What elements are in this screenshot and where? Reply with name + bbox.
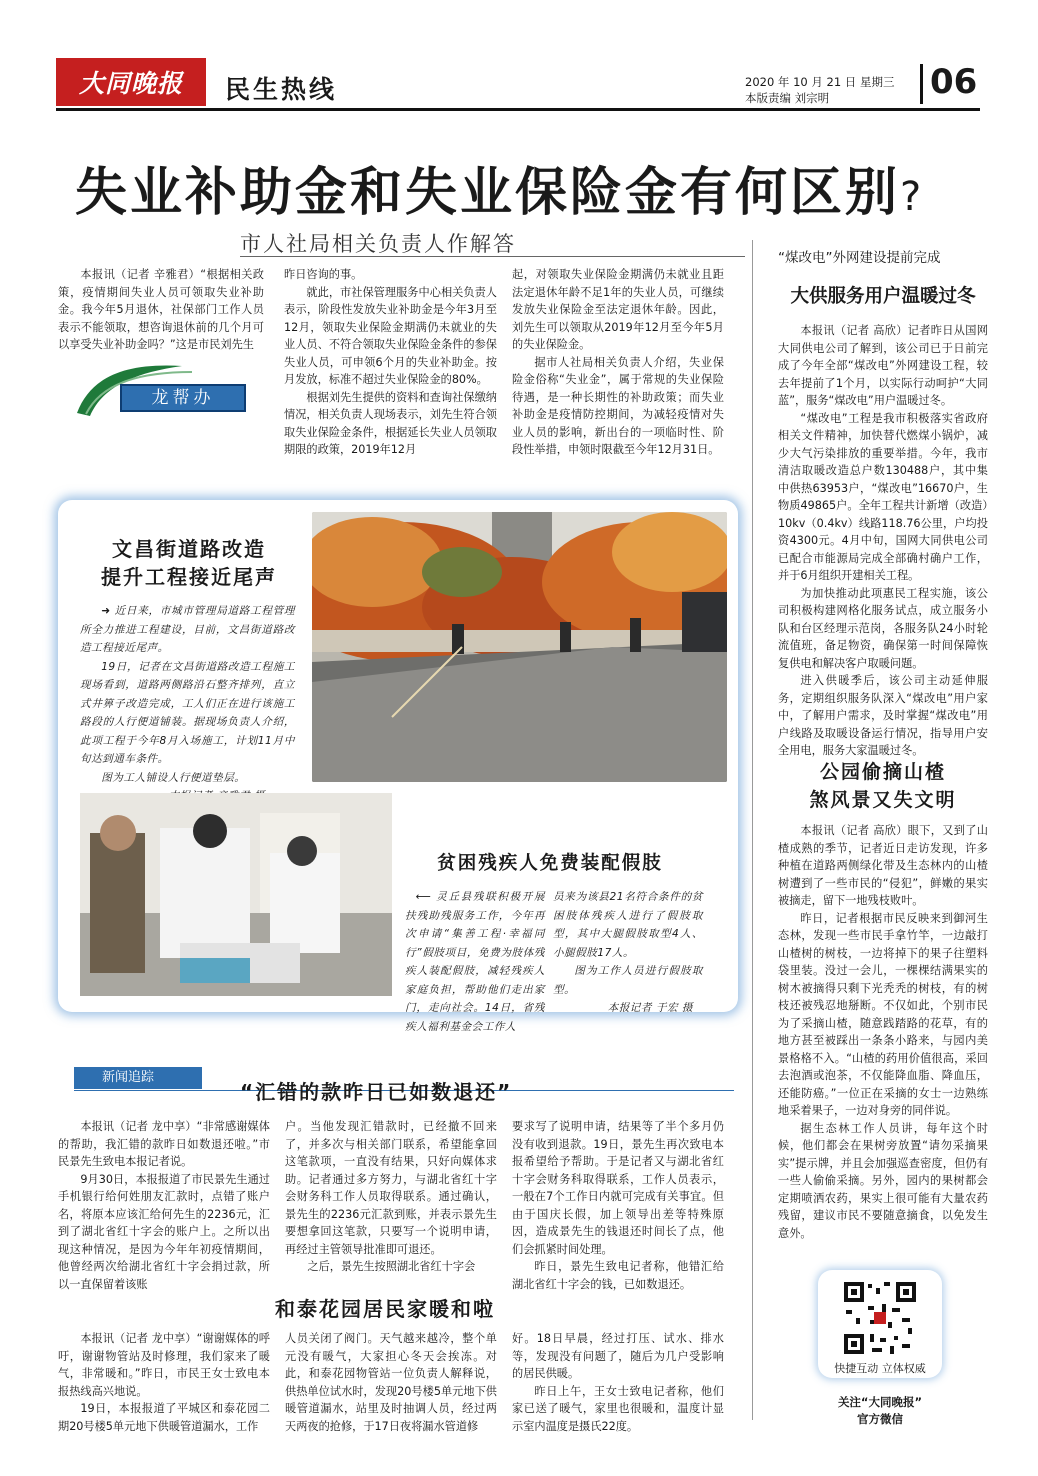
- street-photo-note: 图为工人铺设人行便道垫层。: [101, 771, 246, 784]
- limbs-headline: 贫困残疾人免费装配假肢: [437, 853, 663, 874]
- limbs-byline: 本报记者 于宏 摄: [607, 1002, 693, 1014]
- news-tracking-tag: 新闻追踪: [74, 1067, 202, 1089]
- heating-headline: 和泰花园居民家暖和啦: [275, 1297, 495, 1321]
- heating-col3-b: 昨日上午，王女士致电记者称，他们家已送了暖气，家里也很暖和，温度计显示室内温度是摄氏22度。: [512, 1384, 724, 1433]
- heating-col1-b: 19日，本报报道了平城区和泰花园二期20号楼5单元地下供暖管道漏水，工作: [58, 1402, 270, 1433]
- newspaper-logo: 大同晚报: [56, 58, 206, 106]
- issue-info: [745, 74, 894, 106]
- street-caption-p1: 近日来，市城市管理局道路工程管理所全力推进工程建设，目前，文昌街道路改造工程接近尾声。: [80, 605, 295, 654]
- column-label-longbangban: 龙帮办: [120, 384, 246, 412]
- lead-col1: 本报讯（记者 辛雅君）“根据相关政策，疫情期间失业人员可领取失业补助金。我今年5月退休，社保部门工作人员表示不能领取，想咨询退休前的几个月可以享受失业补助金吗？”这是市民刘先生: [58, 268, 264, 351]
- promo-follow-text: 关注“大同晚报”: [837, 1395, 923, 1409]
- masthead-divider: [920, 64, 923, 104]
- hawthorn-headline: [778, 758, 988, 814]
- arrow-icon: ➜: [101, 605, 115, 617]
- section-name: 民生热线: [225, 75, 338, 104]
- heating-col3-a: 好。18日早晨，经过打压、试水、排水等，发现没有问题了，随后为几户受影响的居民供暖。: [512, 1332, 724, 1380]
- tracking-col3-a: 要求写了说明申请，结果等了半个多月仍没有收到退款。19日，景先生再次致电本报希望给予帮助。于是记者又与湖北省红十字会财务科取得联系，工作人员表示，一般在7个工作日内就可完成有关事宜。但由于国庆长假，加上领导出差等特殊原因，造成景先生的钱退还时间长了点，他们会抓紧时间处理。: [512, 1120, 724, 1256]
- page-number: 06: [930, 62, 978, 102]
- street-title-line2: 提升工程接近尾声: [101, 565, 277, 589]
- heating-col2: 人员关闭了阀门。天气越来越冷，整个单元没有暖气，大家担心冬天会挨冻。对此，和泰花园物管站一位负责人解释说，供热单位试水时，发现20号楼5单元地下供暖管道漏水，站里及时抽调人员，经过两天两夜的抢修，于17日夜将漏水管道修: [285, 1332, 497, 1433]
- promo-slogan: 快捷互动 立体权威: [834, 1362, 926, 1375]
- issue-date: 2020 年 10 月 21 日 星期三: [745, 75, 895, 89]
- lead-col2-b: 就此，市社保管理服务中心相关负责人表示，阶段性发放失业补助金是今年3月至12月，领取失业保险金期满仍未就业的失业人员、不符合领取失业保险金条件的参保失业人员，可申领6个月的失业补助金。按月发放，标准不超过失业保险金的80%。: [284, 285, 497, 386]
- masthead-rule: [56, 108, 980, 111]
- street-headline: [78, 535, 300, 591]
- street-caption: [80, 602, 295, 806]
- tracking-col1-b: 9月30日，本报报道了市民景先生通过手机银行给何姓朋友汇款时，点错了账户名，将原本应该汇给何先生的2236元，汇到了湖北省红十字会的账户上。之所以出现这种情况，是因为今年年初疫情期间，他曾经两次给湖北省红十字会捐过款，所以一直保留着该账: [58, 1172, 270, 1291]
- column-divider: [752, 240, 753, 1420]
- lead-subhead: 市人社局相关负责人作解答: [240, 232, 516, 256]
- subhead-rule: [240, 256, 745, 257]
- street-construction-photo: [312, 512, 727, 782]
- promo-account: 官方微信: [857, 1412, 903, 1426]
- promo-follow: [800, 1394, 960, 1428]
- qr-code[interactable]: [842, 1280, 918, 1356]
- tracking-col1: [58, 1118, 270, 1293]
- tracking-col3-b: 昨日，景先生致电记者称，他错汇给湖北省红十字会的钱，已如数退还。: [512, 1260, 724, 1291]
- tracking-col2-a: 户。当他发现汇错款时，已经撤不回来了，并多次与相关部门联系，希望能拿回这笔款项，一直没有结果，只好向媒体求助。记者通过多方努力，与湖北省红十字会财务科工作人员取得联系。通过确认，景先生的2236元汇款到账，并表示景先生要想拿回这笔款，只要写一个说明申请，再经过主管领导批准即可退还。: [285, 1120, 497, 1256]
- lead-col2-a: 昨日咨询的事。: [284, 268, 363, 281]
- heating-col3: [512, 1330, 724, 1435]
- limbs-photo-note: 图为工作人员进行假肢取型。: [553, 965, 703, 996]
- street-caption-p2: 19日，记者在文昌街道路改造工程施工现场看到，道路两侧路沿石整齐排列，直立式井箅子改造完成，工人们正在进行该施工路段的人行便道铺装。据现场负责人介绍，此项工程于今年8月入场施工，计划11月中旬达到通车条件。: [80, 660, 295, 765]
- heating-col1-a: 本报讯（记者 龙中享）“谢谢媒体的呼吁，谢谢物管站及时修理，我们家来了暖气，非常暖和。”昨日，市民王女士致电本报热线高兴地说。: [58, 1332, 270, 1398]
- tracking-headline: “汇错的款昨日已如数退还”: [240, 1080, 513, 1104]
- power-p4: 进入供暖季后，该公司主动延伸服务，定期组织服务队深入“煤改电”用户家中，了解用户需求，及时掌握“煤改电”用户线路及取暖设备运行情况，指导用户安全用电，服务大家温暖过冬。: [778, 674, 988, 757]
- hawthorn-p1: 本报讯（记者 高欣）眼下，又到了山楂成熟的季节，记者近日走访发现，许多种植在道路两侧绿化带及生态林内的山楂树遭到了一些市民的“侵犯”，鲜嫩的果实被摘走，留下一地残枝败叶。: [778, 824, 988, 907]
- lead-headline-mark: ?: [900, 174, 925, 220]
- lead-col3: [512, 266, 724, 459]
- heating-col2: [285, 1330, 497, 1435]
- lead-col2: [284, 266, 497, 459]
- limbs-caption-a: 灵丘县残联积极开展扶残助残服务工作，今年再次申请“集善工程·幸福同行”假肢项目，免费为肢体残疾人装配假肢，减轻残疾人家庭负担，帮助他们走出家门，走向社会。14日，省残疾人福利基金会工作人: [405, 891, 545, 1033]
- hawthorn-p3: 据生态林工作人员讲，每年这个时候，他们都会在果树旁放置“请勿采摘果实”提示牌，并且会加强巡查密度，但仍有一些人偷偷采摘。另外，园内的果树都会定期喷洒农药，果实上很可能有大量农药残留，建议市民不要随意摘食，以免发生意外。: [778, 1121, 988, 1240]
- street-title-line1: 文昌街道路改造: [112, 537, 266, 561]
- power-kicker: “煤改电”外网建设提前完成: [778, 250, 941, 266]
- power-headline: 大供服务用户温暖过冬: [790, 286, 976, 307]
- tracking-col2: [285, 1118, 497, 1276]
- power-p1: 本报讯（记者 高欣）记者昨日从国网大同供电公司了解到，该公司已于日前完成了今年全部“煤改电”外网建设工程，较去年提前了1个月，以实际行动呵护“大同蓝”，服务“煤改电”用户温暖过冬。: [778, 324, 988, 407]
- limbs-caption-col1: [405, 888, 545, 1036]
- heating-col1: [58, 1330, 270, 1435]
- lead-col3-b: 据市人社局相关负责人介绍，失业保险金俗称“失业金”，属于常规的失业保险待遇，是一种长期性的补助政策；而失业补助金是疫情防控期间，为减轻疫情对失业人员的影响，新出台的一项临时性、阶段性举措，申领时限截至今年12月31日。: [512, 355, 724, 456]
- hawthorn-title-line2: 煞风景又失文明: [809, 789, 957, 811]
- lead-col3-a: 起，对领取失业保险金期满仍未就业且距法定退休年龄不足1年的失业人员，可继续发放失业保险金至法定退休年龄。因此，刘先生可以领取从2019年12月至今年5月的失业保险金。: [512, 268, 724, 351]
- lead-col2-c: 根据刘先生提供的资料和查询社保缴纳情况，相关负责人现场表示，刘先生符合领取失业保险金条件，根据延长失业人员领取期限的政策，2019年12月: [284, 390, 497, 456]
- tracking-col3: [512, 1118, 724, 1293]
- page-editor: 本版责编 刘宗明: [745, 91, 830, 105]
- arrow-left-icon: ⟵: [415, 891, 437, 903]
- hawthorn-title-line1: 公园偷摘山楂: [819, 761, 946, 783]
- power-p2: “煤改电”工程是我市积极落实省政府相关文件精神，加快替代燃煤小锅炉，减少大气污染排放的重要举措。今年，我市清洁取暖改造总户数130488户，其中集中供热63953户，“煤改电”16670户，生物质49865户。全年工程共计新增（改造）10kv（0.4kv）线路118.76公里，户均投资4300元。4月中旬，国网大同供电公司已配合市能源局完成全部确村确户工作，并于6月组织开建相关工程。: [778, 411, 988, 582]
- hawthorn-article: [778, 822, 988, 1242]
- tracking-col1-a: 本报讯（记者 龙中享）“非常感谢媒体的帮助，我汇错的款昨日如数退还啦。”市民景先生致电本报记者说。: [58, 1120, 270, 1168]
- power-article: [778, 322, 988, 760]
- limbs-caption-b: 员来为该县21名符合条件的贫困肢体残疾人进行了假肢取型，其中大腿假肢取型4人、小腿假肢17人。: [553, 891, 703, 959]
- lead-headline: [75, 150, 924, 225]
- prosthetic-fitting-photo: [80, 793, 392, 996]
- lead-headline-text: 失业补助金和失业保险金有何区别: [75, 163, 901, 223]
- hawthorn-p2: 昨日，记者根据市民反映来到御河生态林，发现一些市民手拿竹竿，一边敲打山楂树的树枝，一边将掉下的果子往塑料袋里装。没过一会儿，一棵棵结满果实的树木被摘得只剩下光秃秃的树枝，有的树枝还被残忍地掰断。不仅如此，个别市民为了采摘山楂，随意践踏路的花草，有的地方甚至被踩出一条条小路来，与园内美景格格不入。“山楂的药用价值很高，采回去泡酒或泡茶，不仅能降血脂、降血压，还能防癌。”一位正在采摘的女士一边熟练地采着果子，一边对身旁的同伴说。: [778, 911, 988, 1117]
- power-p3: 为加快推动此项惠民工程实施，该公司积极构建网格化服务试点，成立服务小队和台区经理示范岗，各服务队24小时轮流值班，备足物资，确保第一时间保障恢复供电和解决客户取暖问题。: [778, 586, 988, 670]
- tracking-col2-b: 之后，景先生按照湖北省红十字会: [307, 1260, 476, 1273]
- limbs-caption-col2: [553, 888, 703, 1018]
